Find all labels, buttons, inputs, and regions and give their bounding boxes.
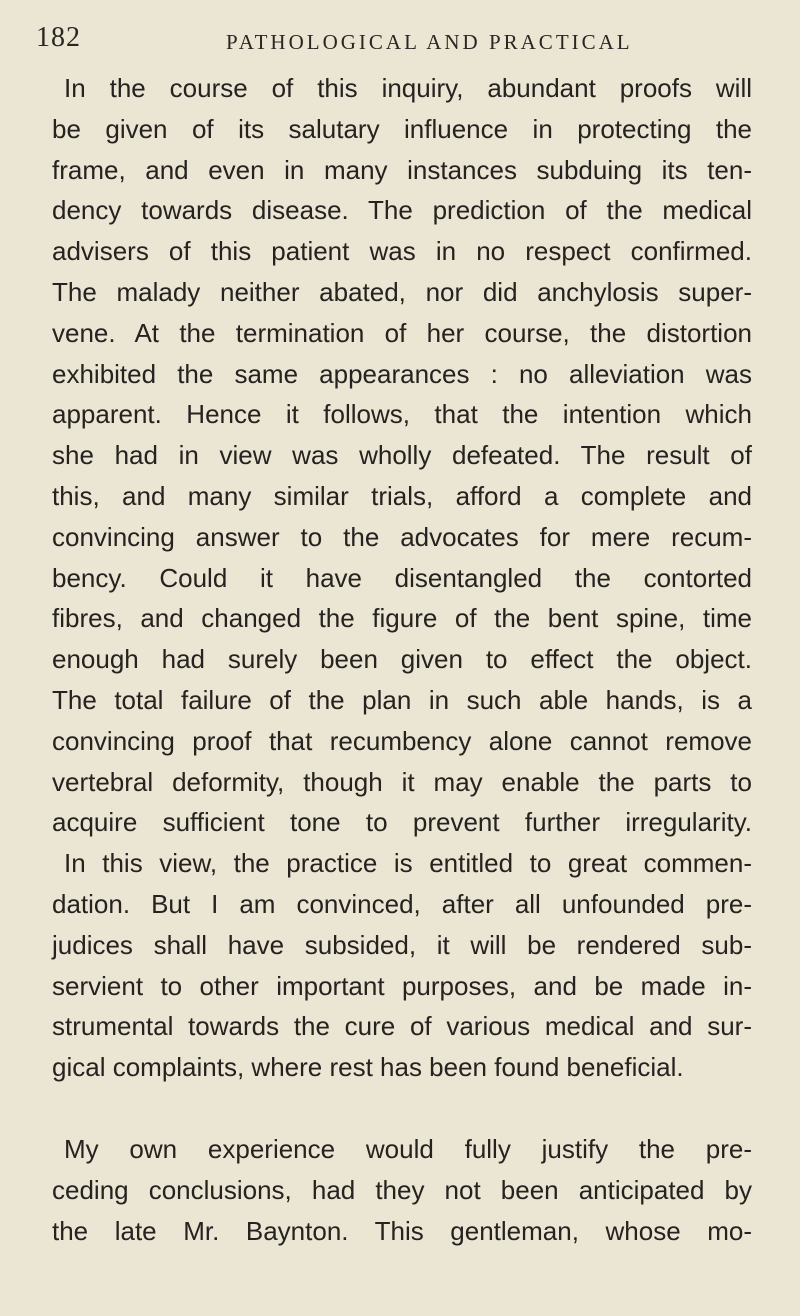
paragraph-2: [52, 1129, 752, 1251]
text-line: The total failure of the plan in such able hands, is a: [52, 684, 752, 715]
text-line: vene. At the termination of her course, the distortion: [52, 317, 752, 348]
text-line: frame, and even in many instances subduing its ten-: [52, 154, 752, 185]
text-line: this, and many similar trials, afford a complete and: [52, 480, 752, 511]
paragraph-gap: [52, 1088, 752, 1129]
text-line: enough had surely been given to effect the object.: [52, 644, 752, 675]
running-head: PATHOLOGICAL AND PRACTICAL: [226, 30, 633, 54]
page-number: 182: [36, 22, 81, 53]
text-line: servient to other important purposes, and be made in-: [52, 970, 752, 1001]
body-text: [52, 68, 752, 1251]
text-line: dency towards disease. The prediction of the medical: [52, 195, 752, 226]
text-line: fibres, and changed the figure of the bent spine, time: [52, 603, 752, 634]
text-line: gical complaints, where rest has been found beneficial.: [52, 1052, 684, 1083]
text-line: be given of its salutary influence in protecting the: [52, 113, 752, 144]
paragraph-1: [52, 68, 752, 1088]
text-line: The malady neither abated, nor did anchylosis super-: [52, 276, 752, 307]
text-line: the late Mr. Baynton. This gentleman, whose mo-: [52, 1215, 752, 1246]
text-line: exhibited the same appearances : no alleviation was: [52, 358, 752, 389]
text-line: In the course of this inquiry, abundant proofs will: [64, 73, 752, 103]
text-line: judices shall have subsided, it will be rendered sub-: [52, 929, 752, 960]
text-line: In this view, the practice is entitled to great commen-: [64, 848, 752, 879]
text-line: dation. But I am convinced, after all unfounded pre-: [52, 888, 752, 919]
text-line: vertebral deformity, though it may enable the parts to: [52, 766, 752, 797]
text-line: ceding conclusions, had they not been anticipated by: [52, 1174, 752, 1205]
text-line: strumental towards the cure of various medical and sur-: [52, 1011, 752, 1042]
text-line: advisers of this patient was in no respect confirmed.: [52, 236, 752, 267]
text-line: bency. Could it have disentangled the contorted: [52, 562, 752, 593]
text-line: she had in view was wholly defeated. The result of: [52, 440, 752, 471]
text-line: apparent. Hence it follows, that the intention which: [52, 399, 752, 430]
text-line: convincing proof that recumbency alone cannot remove: [52, 725, 752, 756]
text-line: convincing answer to the advocates for mere recum-: [52, 521, 752, 552]
page-header: [36, 22, 756, 62]
text-line: My own experience would fully justify the pre-: [64, 1133, 752, 1164]
text-line: acquire sufficient tone to prevent further irregularity.: [52, 807, 752, 838]
